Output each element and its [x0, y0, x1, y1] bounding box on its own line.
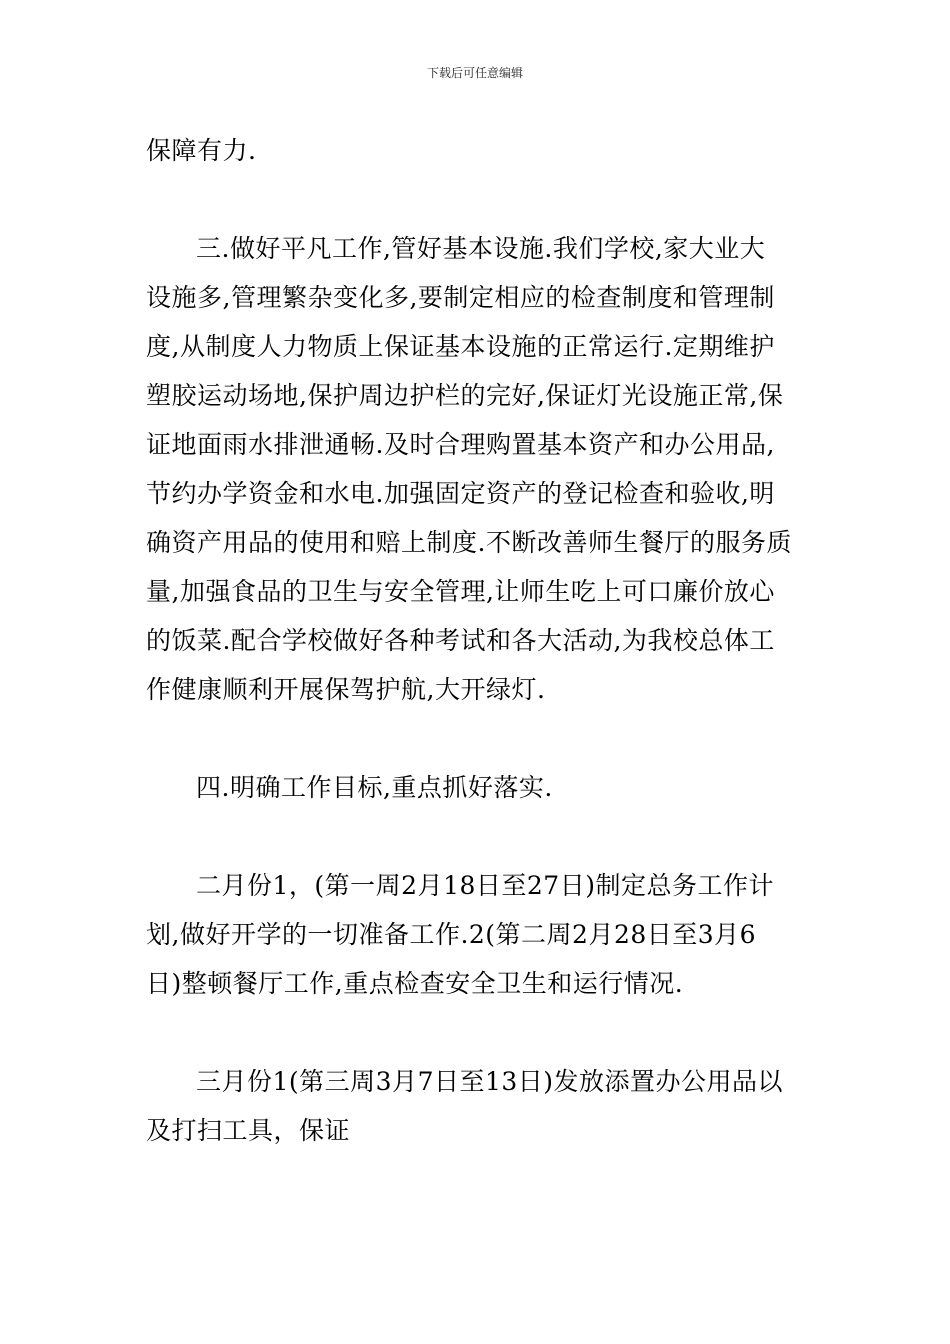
paragraph-4 [146, 861, 810, 1008]
paragraph-3 [146, 763, 810, 812]
text-line: 证地面雨水排泄通畅.及时合理购置基本资产和办公用品, [146, 430, 775, 459]
text-line: 及打扫工具，保证 [146, 1116, 351, 1145]
text-line: 作健康顺利开展保驾护航,大开绿灯. [146, 675, 546, 704]
text-line: 塑胶运动场地,保护周边护栏的完好,保证灯光设施正常,保 [146, 381, 784, 410]
text-line: 三月份1(第三周3月7日至13日)发放添置办公用品以 [196, 1067, 784, 1096]
text-line: 四.明确工作目标,重点抓好落实. [196, 773, 553, 802]
text-line: 划,做好开学的一切准备工作.2(第二周2月28日至3月6 [146, 920, 757, 949]
text-line: 三.做好平凡工作,管好基本设施.我们学校,家大业大 [196, 234, 766, 263]
document-body [146, 126, 810, 1155]
paragraph-2 [146, 224, 810, 714]
text-line: 量,加强食品的卫生与安全管理,让师生吃上可口廉价放心 [146, 577, 775, 606]
text-line: 的饭菜.配合学校做好各种考试和各大活动,为我校总体工 [146, 626, 775, 655]
text-line: 日)整顿餐厅工作,重点检查安全卫生和运行情况. [146, 969, 684, 998]
text-line: 度,从制度人力物质上保证基本设施的正常运行.定期维护 [146, 332, 775, 361]
page-header: 下载后可任意编辑 [426, 66, 523, 80]
paragraph-5 [146, 1057, 810, 1155]
text-line: 保障有力. [146, 136, 257, 165]
text-line: 节约办学资金和水电.加强固定资产的登记检查和验收,明 [146, 479, 775, 508]
paragraph-1 [146, 126, 810, 175]
text-line: 确资产用品的使用和赔上制度.不断改善师生餐厅的服务质 [146, 528, 792, 557]
text-line: 二月份1，(第一周2月18日至27日)制定总务工作计 [196, 871, 774, 900]
text-line: 设施多,管理繁杂变化多,要制定相应的检查制度和管理制 [146, 283, 775, 312]
